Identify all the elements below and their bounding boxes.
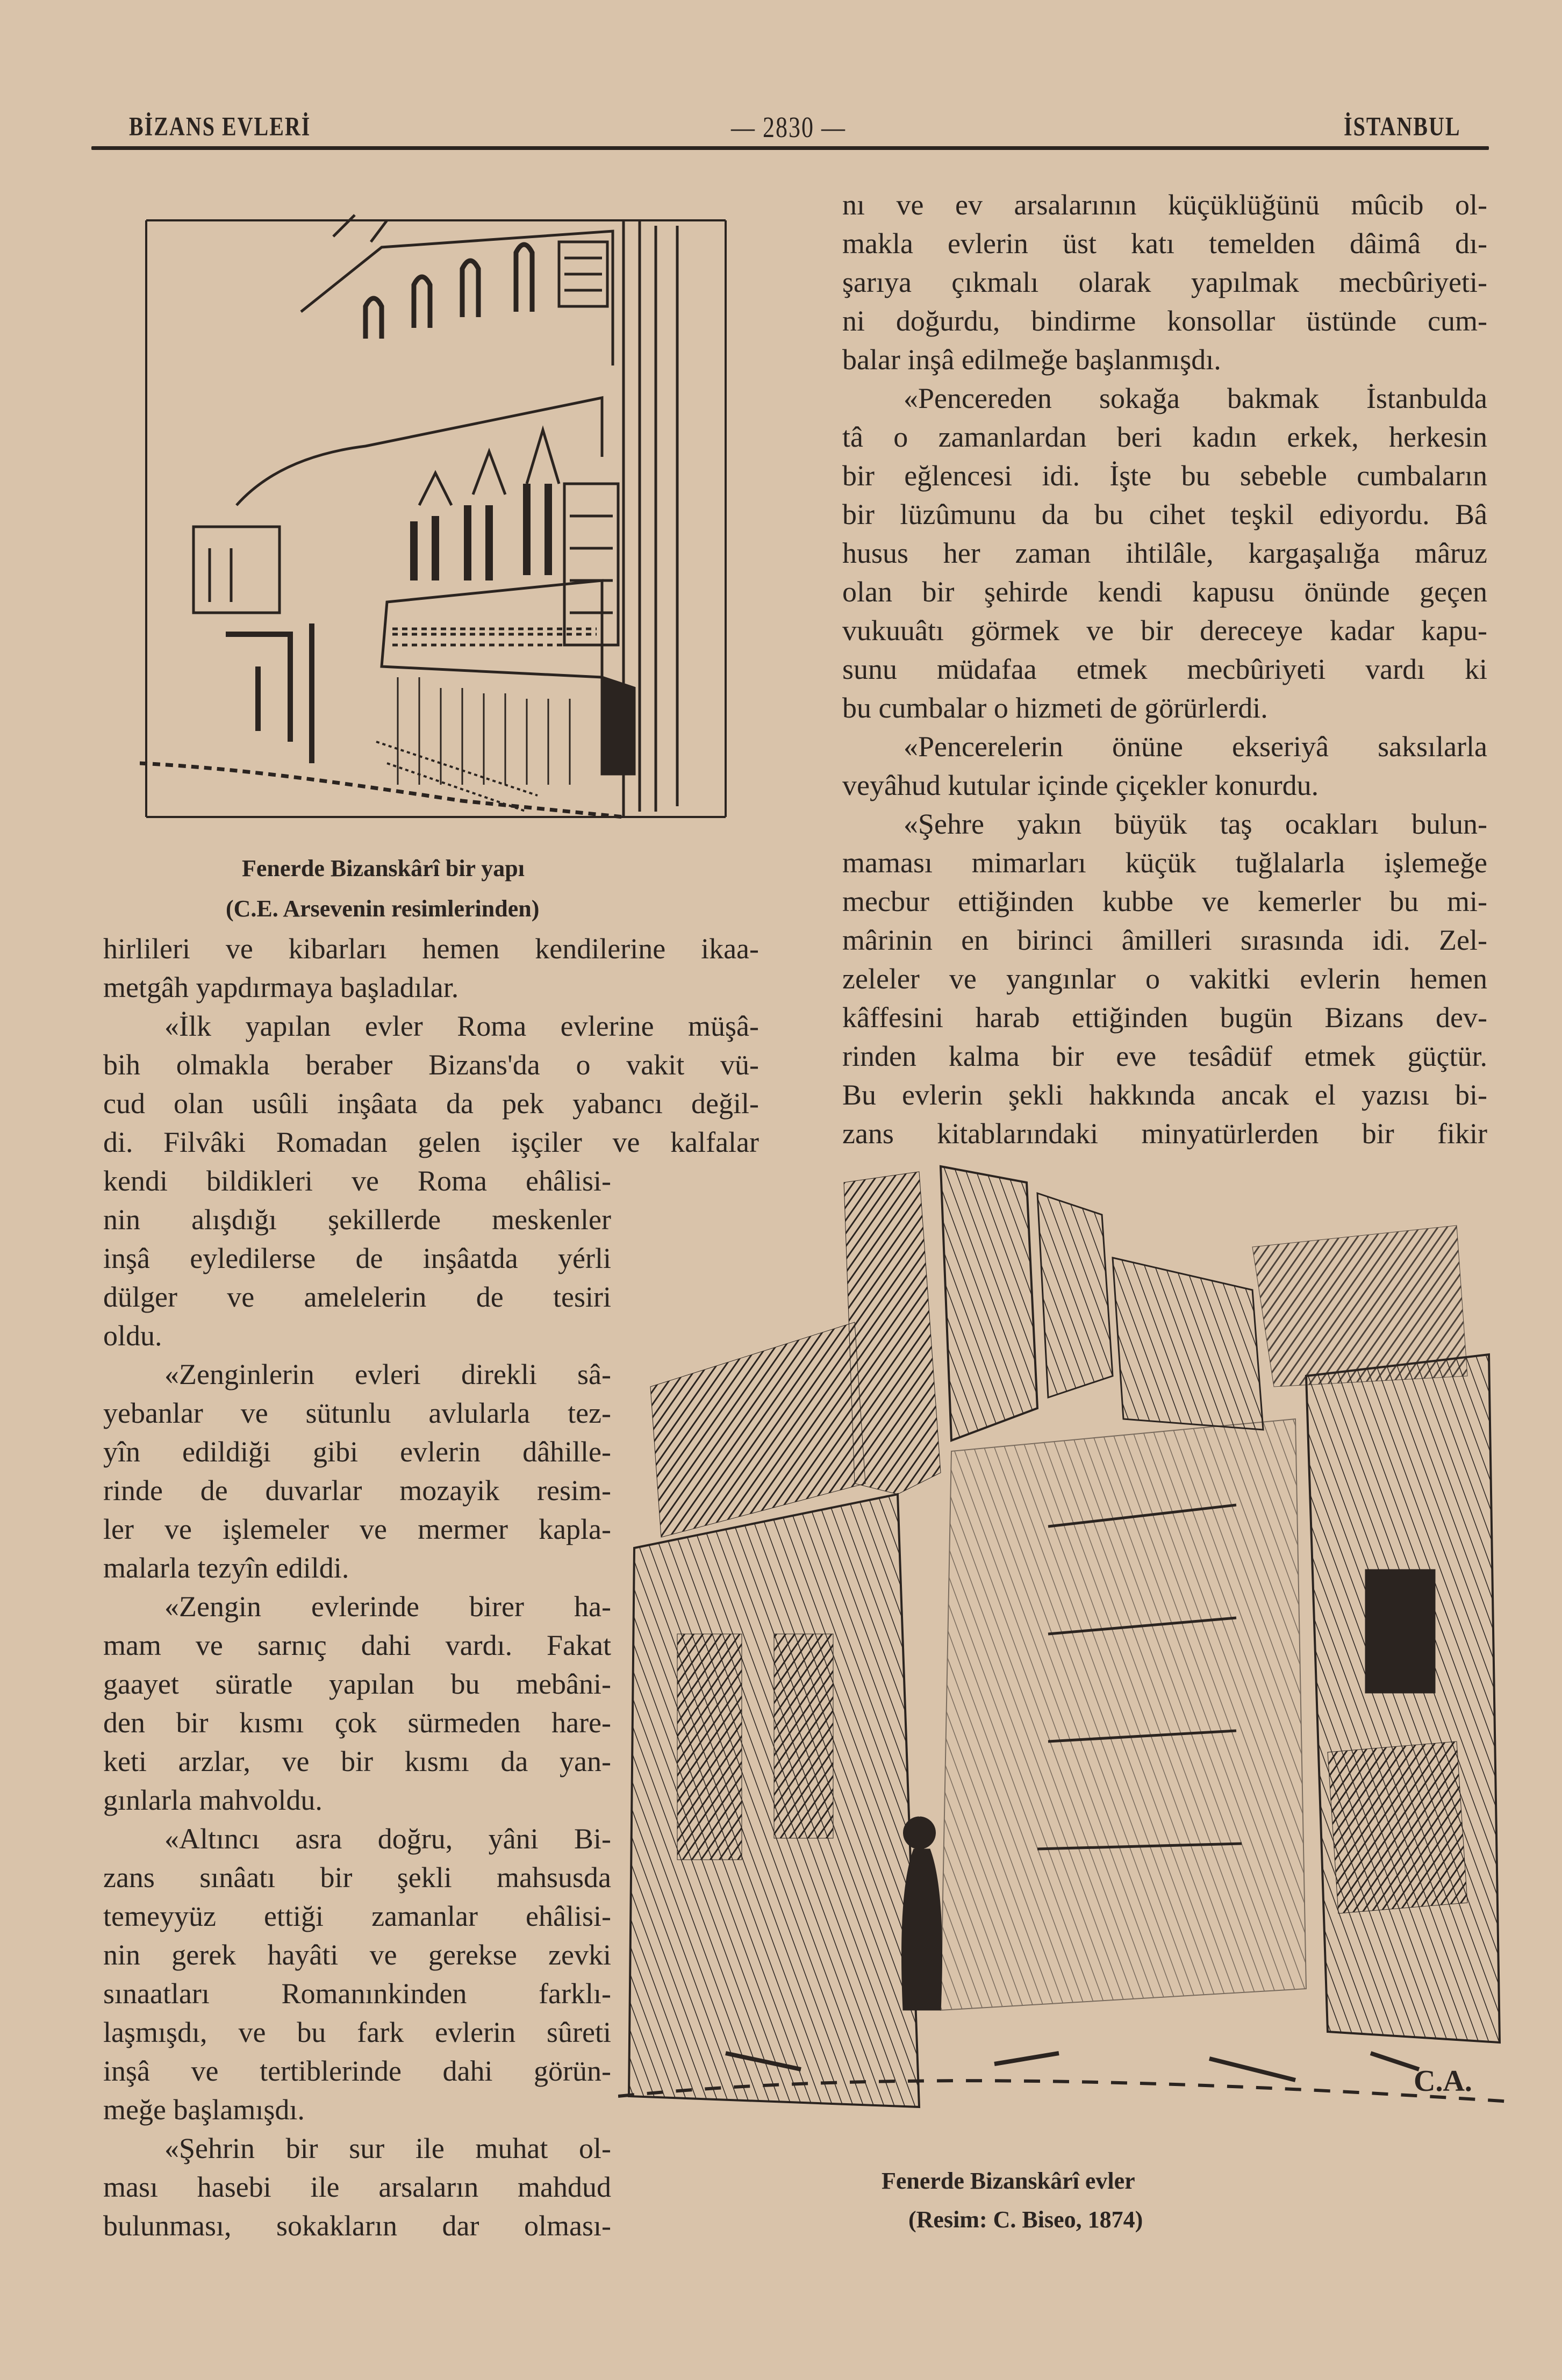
text-line: keti arzlar, ve bir kısmı da yan- <box>103 1745 611 1777</box>
text-line: metgâh yapdırmaya başladılar. <box>103 971 459 1003</box>
text-line: den bir kısmı çok sürmeden hare- <box>103 1707 611 1739</box>
text-line: laşmışdı, ve bu fark evlerin sûreti <box>103 2016 611 2048</box>
text-line: husus her zaman ihtilâle, kargaşalığa mâruz <box>842 537 1487 569</box>
text-line: inşâ ve tertiblerinde dahi görün- <box>103 2055 611 2087</box>
text-line: Bu evlerin şekli hakkında ancak el yazısı bi- <box>842 1079 1487 1111</box>
text-line: di. Filvâki Romadan gelen işçiler ve kalfalar <box>103 1126 759 1158</box>
text-line: makla evlerin üst katı temelden dâimâ dı- <box>842 227 1487 260</box>
text-line: «Zenginlerin evleri direkli sâ- <box>164 1358 611 1390</box>
text-line: kâffesini harab ettiğinden bugün Bizans dev- <box>842 1001 1487 1034</box>
text-line: dülger ve amelelerin de tesiri <box>103 1281 611 1313</box>
text-line: ması hasebi ile arsaların mahdud <box>103 2171 611 2203</box>
text-line: yebanlar ve sütunlu avlularla tez- <box>103 1397 611 1429</box>
text-line: «İlk yapılan evler Roma evlerine müşâ- <box>164 1010 759 1042</box>
figure-bottom-caption-title: Fenerde Bizanskârî evler <box>882 2168 1135 2194</box>
text-line: şarıya çıkmalı olarak yapılmak mecbûriyeti- <box>842 266 1487 298</box>
text-line: temeyyüz ettiği zamanlar ehâlisi- <box>103 1900 611 1932</box>
figure-top-caption-title: Fenerde Bizanskârî bir yapı <box>242 855 525 881</box>
text-line: kendi bildikleri ve Roma ehâlisi- <box>103 1165 611 1197</box>
text-line: ni doğurdu, bindirme konsollar üstünde cum- <box>842 305 1487 337</box>
text-line: bulunması, sokakların dar olması- <box>103 2210 611 2242</box>
text-line: balar inşâ edilmeğe başlanmışdı. <box>842 343 1221 376</box>
text-line: vukuuâtı görmek ve bir dereceye kadar kapu- <box>842 614 1487 647</box>
text-line: maması mimarları küçük tuğlalarla işlemeğe <box>842 847 1487 879</box>
text-line: inşâ eyledilerse de inşâatda yérli <box>103 1242 611 1274</box>
text-line: «Altıncı asra doğru, yâni Bi- <box>164 1823 611 1855</box>
text-line: nin alışdığı şekillerde meskenler <box>103 1203 611 1236</box>
figure-top-caption-credit: (C.E. Arsevenin resimlerinden) <box>226 895 540 922</box>
text-line: mam ve sarnıç dahi vardı. Fakat <box>103 1629 611 1661</box>
text-line: olan bir şehirde kendi kapusu önünde geçen <box>842 576 1487 608</box>
text-line: «Şehrin bir sur ile muhat ol- <box>164 2132 611 2164</box>
running-header-section: BİZANS EVLERİ <box>129 111 311 141</box>
text-line: malarla tezyîn edildi. <box>103 1552 349 1584</box>
text-line: rinden kalma bir eve tesâdüf etmek güçtür. <box>842 1040 1487 1072</box>
byzantine-street-engraving <box>618 1150 1510 2161</box>
text-line: nı ve ev arsalarının küçüklüğünü mûcib ol- <box>842 189 1487 221</box>
text-line: bih olmakla beraber Bizans'da o vakit vü- <box>103 1049 759 1081</box>
text-line: zeleler ve yangınlar o vakitki evlerin hemen <box>842 963 1487 995</box>
text-line: zans kitablarındaki minyatürlerden bir fikir <box>842 1117 1487 1150</box>
figure-bottom-caption-credit: (Resim: C. Biseo, 1874) <box>908 2206 1143 2233</box>
artist-signature: C.A. <box>1414 2064 1472 2098</box>
text-line: mârinin en birinci âmilleri sırasında idi. Zel- <box>842 924 1487 956</box>
text-line: «Zengin evlerinde birer ha- <box>164 1590 611 1623</box>
text-line: nin gerek hayâti ve gerekse zevki <box>103 1939 611 1971</box>
text-line: gaayet süratle yapılan bu mebâni- <box>103 1668 611 1700</box>
text-line: sınaatları Romanınkinden farklı- <box>103 1977 611 2010</box>
header-rule <box>91 146 1489 150</box>
text-line: bir lüzûmunu da bu cihet teşkil ediyordu. Bâ <box>842 498 1487 531</box>
text-line: yîn edildiği gibi evlerin dâhille- <box>103 1436 611 1468</box>
text-line: zans sınâatı bir şekli mahsusda <box>103 1861 611 1894</box>
text-line: gınlarla mahvoldu. <box>103 1784 323 1816</box>
text-line: oldu. <box>103 1320 162 1352</box>
text-line: meğe başlamışdı. <box>103 2094 305 2126</box>
byzantine-building-sketch <box>140 204 742 828</box>
text-line: tâ o zamanlardan beri kadın erkek, herkesin <box>842 421 1487 453</box>
text-line: sunu müdafaa etmek mecbûriyeti vardı ki <box>842 653 1487 685</box>
text-line: hirlileri ve kibarları hemen kendilerine ikaa- <box>103 933 759 965</box>
text-line: ler ve işlemeler ve mermer kapla- <box>103 1513 611 1545</box>
text-line: «Pencereden sokağa bakmak İstanbulda <box>904 382 1487 414</box>
running-header-publication: İSTANBUL <box>1344 111 1461 141</box>
text-line: cud olan usûli inşâata da pek yabancı değil- <box>103 1087 759 1120</box>
text-line: mecbur ettiğinden kubbe ve kemerler bu mi- <box>842 885 1487 917</box>
text-line: rinde de duvarlar mozayik resim- <box>103 1474 611 1507</box>
text-line: veyâhud kutular içinde çiçekler konurdu. <box>842 769 1319 801</box>
page-number: — 2830 — <box>731 111 846 144</box>
text-line: bir eğlencesi idi. İşte bu sebeble cumbaların <box>842 460 1487 492</box>
text-line: «Şehre yakın büyük taş ocakları bulun- <box>904 808 1487 840</box>
text-line: «Pencerelerin önüne ekseriyâ saksılarla <box>904 730 1487 763</box>
text-line: bu cumbalar o hizmeti de görürlerdi. <box>842 692 1268 724</box>
